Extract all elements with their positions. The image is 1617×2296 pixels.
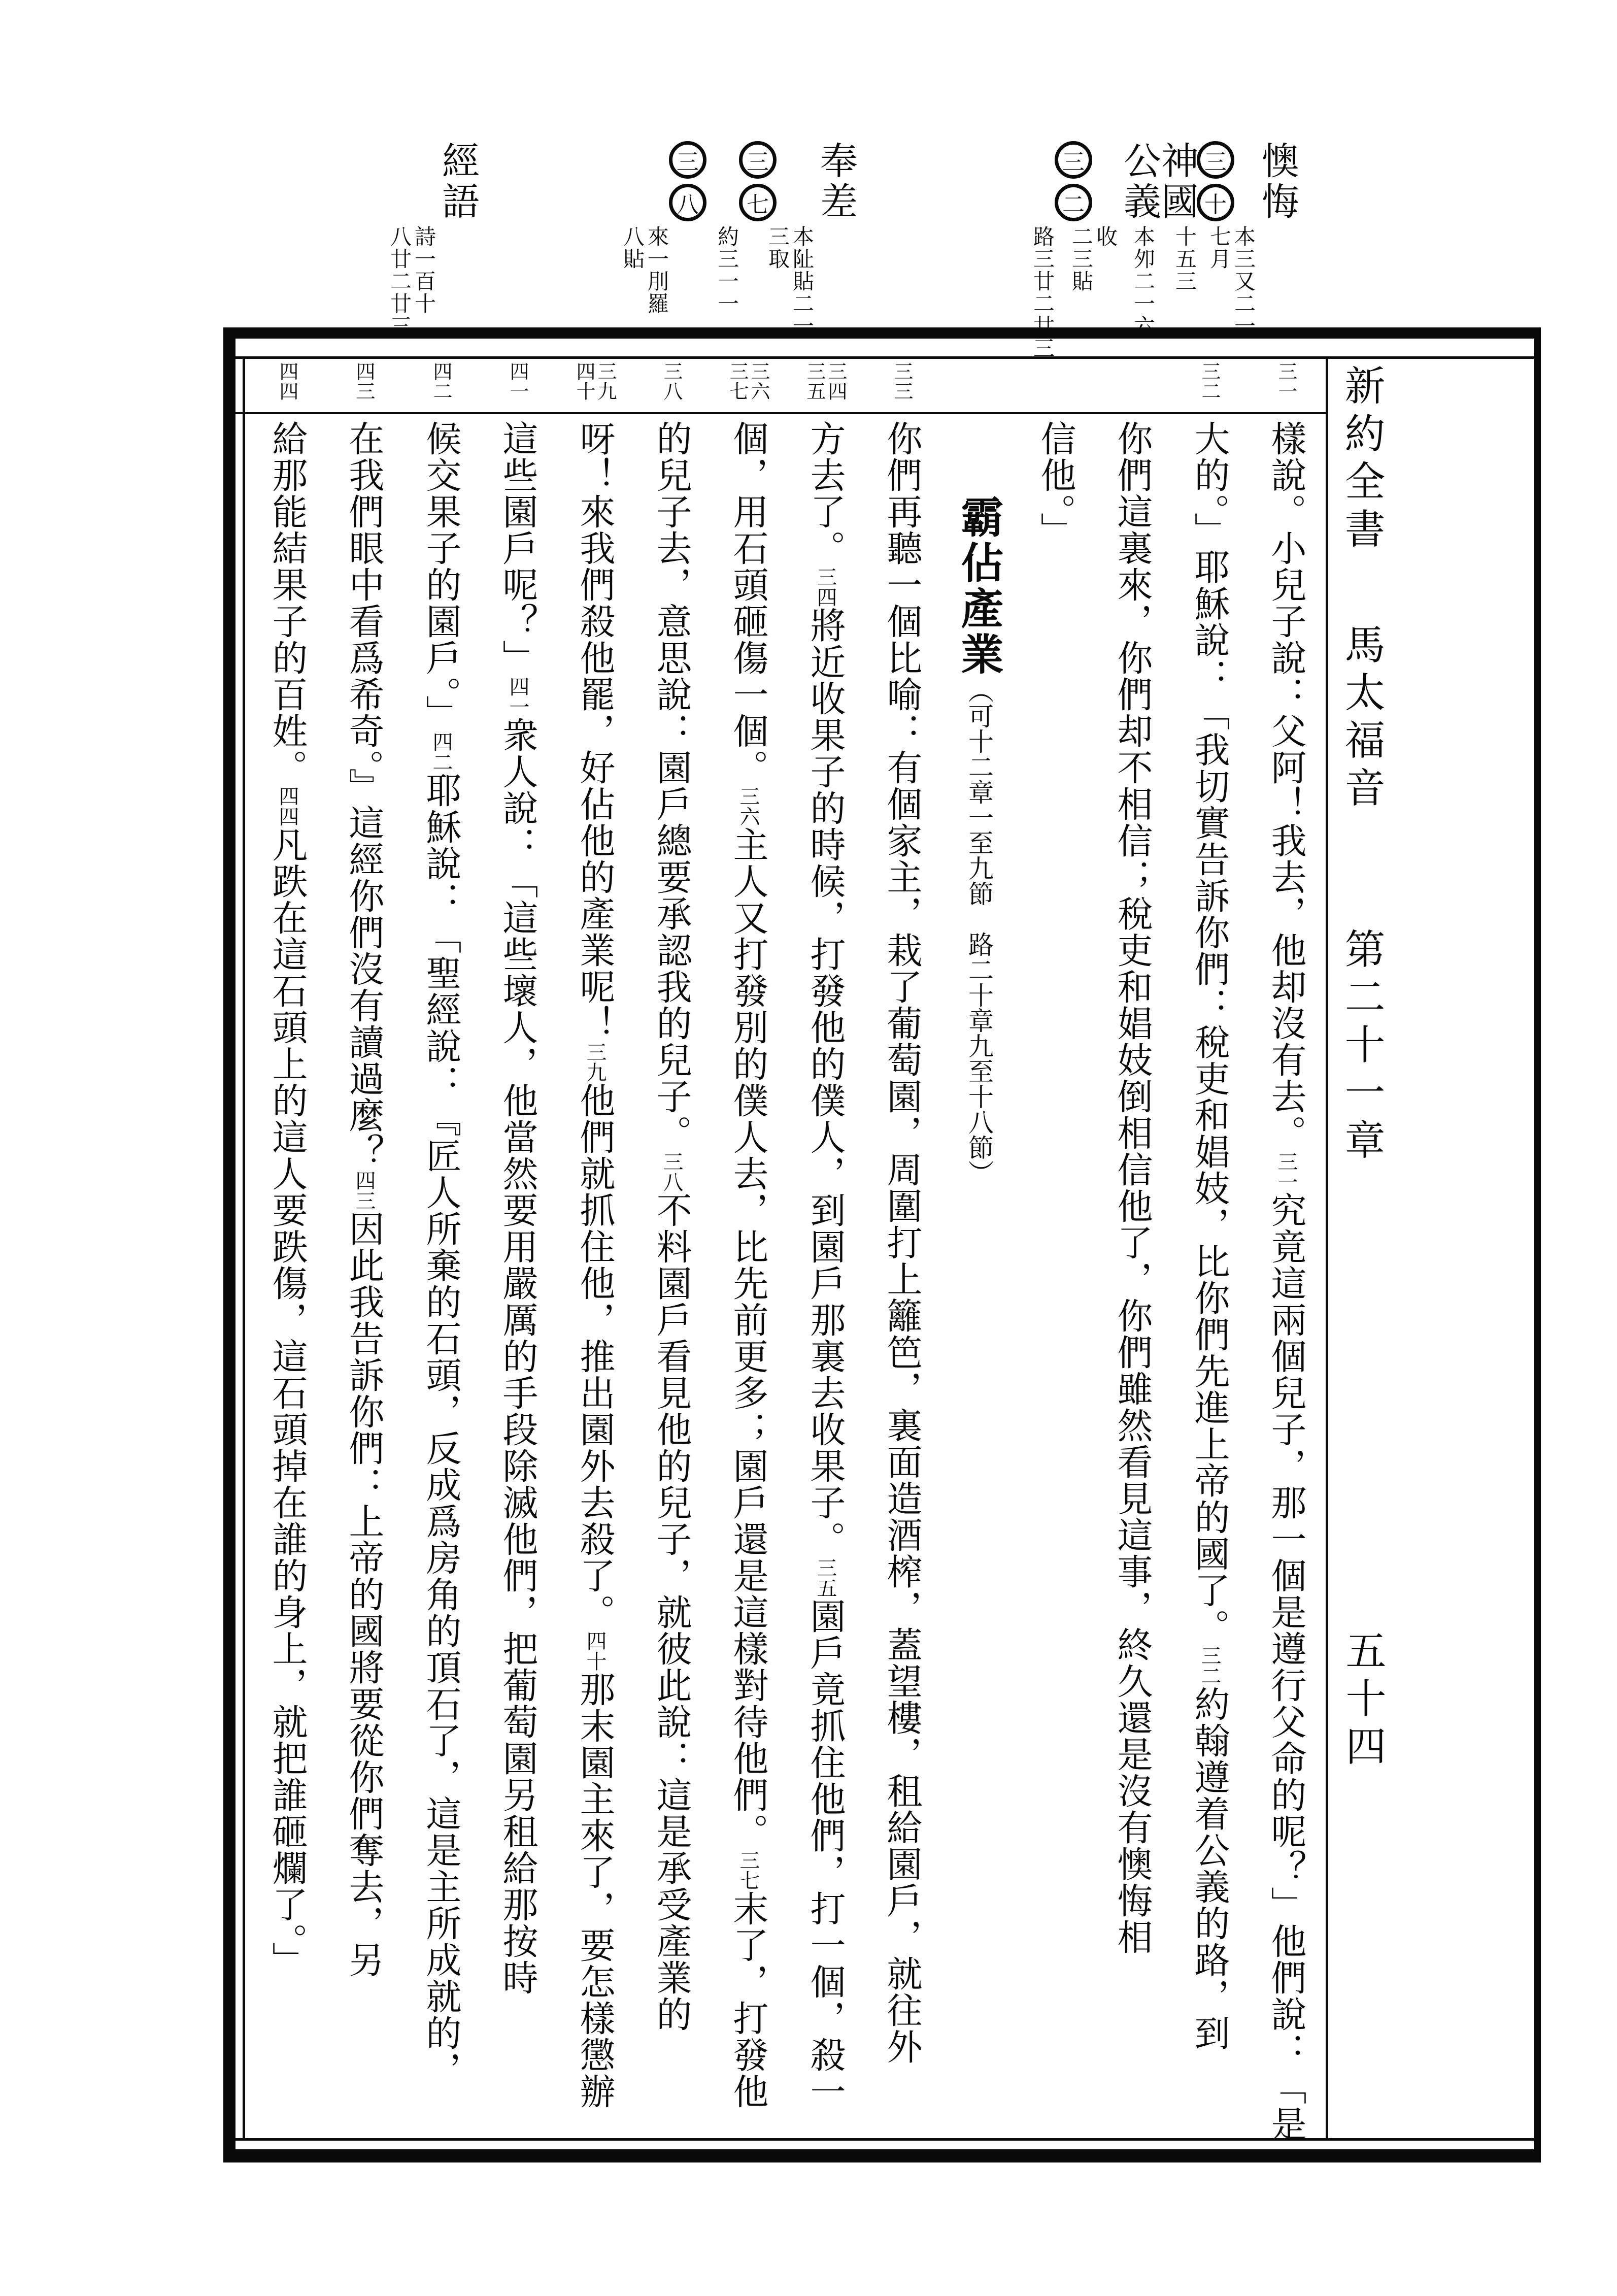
inline-verse-number: 三六 [736,786,760,826]
scripture-text: 主人又打發別的僕人去，比先前更多；園戶還是這樣對待他們。 [727,826,769,1850]
border-right-thin [1534,327,1541,2162]
scripture-text: 他們就抓住他，推出園外去殺了。 [574,1082,616,1631]
scripture-text: 的兒子去，意思說：園戶總要承認我的兒子。 [651,420,692,1151]
inline-verse-number: 三二 [1198,1645,1221,1686]
margin-reference: 詩一百十 [412,225,436,315]
margin-note-verse-circles [620,141,706,315]
margin-reference: 路三廿二廿三 [1030,225,1055,359]
margin-reference: 來一刖羅 [645,225,669,315]
text-column [633,420,710,2146]
margin-note-verse-circles [715,141,777,315]
title-column-divider [1326,356,1328,2141]
scripture-text: 因此我告訴你們：上帝的國將要從你們奪去，另 [343,1211,385,1978]
strip-verse-label [353,361,375,401]
verse-number: 四二 [430,361,452,401]
verse-number: 四三 [353,361,375,401]
margin-reference: 約三一一 [715,225,739,315]
margin-reference: 本夘二一六 [1131,225,1156,337]
circled-number: 二 [1055,184,1092,221]
circled-number: 三 [1055,141,1092,179]
verse-number: 三七 [726,361,749,401]
strip-verse-label [430,361,452,401]
scripture-text: 這些園戶呢？」 [497,420,538,676]
scripture-text: 約翰遵着公義的路，到 [1189,1686,1230,2051]
scripture-text: 候交果子的園戶。」 [420,420,462,731]
margin-topic-label: 奉差 [814,141,858,222]
margin-reference: 本阯貼二一 [790,225,815,337]
verse-strip-rule [223,412,1328,414]
inline-verse-number: 三八 [660,1151,683,1192]
border-left-thin [243,356,245,2141]
verse-number: 三一 [1275,361,1297,401]
border-bottom-heavy [223,2149,1541,2162]
inline-verse-number: 三一 [1274,1151,1298,1192]
text-column [1018,420,1094,2146]
verse-number: 三九 [594,361,617,401]
verse-number: 四四 [276,361,298,401]
strip-verse-label [1275,361,1297,401]
strip-verse-label [727,361,769,401]
inline-verse-number: 四一 [506,676,529,717]
verse-number: 三二 [1198,361,1221,401]
section-heading-title: 霸佔產業 [954,495,1004,678]
verse-number: 三四 [825,361,847,401]
scripture-text: 給那能結果子的百姓。 [266,420,308,786]
scripture-text: 大的。」耶穌說：「我切實告訴你們：稅吏和娼妓，比你們先進上帝的國了。 [1189,420,1230,1645]
margin-reference: 二三貼 [1069,225,1094,292]
margin-note-topic [765,141,858,337]
circled-number: 三 [1197,141,1234,179]
scripture-text: 在我們眼中看爲希奇。』這經你們沒有讀過麼？ [343,420,385,1170]
text-column [326,420,402,2146]
inline-verse-number: 四四 [276,786,299,826]
text-column [403,420,479,2146]
strip-verse-label [891,361,913,401]
inline-verse-number: 三七 [736,1850,760,1890]
section-heading-crossrefs: （可十二章一至九節 路二十章九至十八節） [964,678,994,1185]
scripture-text: 將近收果子的時候，打發他的僕人，到園戶那裏去收果子。 [804,607,846,1557]
strip-verse-label [1199,361,1220,401]
circled-number: 三 [739,141,777,179]
margin-reference: 本三又二一 [1231,225,1256,337]
margin-note-topic [387,141,480,337]
text-column [864,420,940,2146]
circled-verse-numbers [1197,141,1234,221]
scripture-text: 衆人說：「這些壞人，他當然要用嚴厲的手段除滅他們，把葡萄園另租給那按時 [497,717,538,1996]
text-column [557,420,633,2146]
scripture-text: 個，用石頭砸傷一個。 [727,420,769,786]
verse-number: 三六 [748,361,770,401]
inline-verse-number: 三四 [814,567,837,607]
verse-number: 三五 [803,361,826,401]
page-number: 五十四 [1339,1629,1386,1773]
margin-reference: 七月 [1207,225,1232,270]
margin-reference: 三取 [765,225,790,270]
circled-verse-numbers [669,141,706,221]
inline-verse-number: 四三 [352,1170,376,1211]
gospel-title: 馬太福音 [1338,623,1385,814]
text-column [1248,420,1324,2146]
margin-topic-label: 經語 [436,141,480,222]
text-column [249,420,325,2146]
scripture-text: 不料園戶看見他的兒子，就彼此說：這是承受產業的 [651,1192,692,2033]
scripture-text: 凡跌在這石頭上的這人要跌傷，這石頭掉在誰的身上，就把誰砸爛了。」 [266,826,308,1978]
border-left-heavy [223,327,235,2162]
verse-number: 四一 [507,361,529,401]
book-title: 新約全書 [1338,364,1385,555]
verse-number: 三三 [891,361,913,401]
scripture-text: 耶穌說：「聖經說：『匠人所棄的石頭，反成爲房角的頂石了，這是主所成就的， [420,772,462,2088]
strip-verse-label [661,361,682,401]
circled-verse-numbers [1055,141,1092,221]
margin-reference: 收 [1093,225,1118,248]
scripture-text: 呀！來我們殺他罷，好佔他的產業呢！ [574,420,616,1042]
inline-verse-number: 三九 [583,1042,607,1082]
circled-number: 十 [1197,184,1234,221]
inline-verse-number: 四十 [583,1631,607,1671]
circled-number: 三 [669,141,706,179]
border-top-thin [223,356,1541,359]
scripture-text: 方去了。 [804,420,846,567]
scripture-text: 園戶竟抓住他們，打一個，殺一 [804,1598,846,2110]
section-heading-column [941,495,1017,2221]
verse-number: 四十 [573,361,595,401]
circled-number: 七 [739,184,777,221]
text-column [480,420,556,2146]
margin-reference: 十五三 [1172,225,1197,292]
chapter-title: 第二十一章 [1338,928,1385,1167]
strip-verse-label [507,361,528,401]
text-column [710,420,786,2146]
margin-reference: 八廿二廿三 [387,225,412,337]
inline-verse-number: 三五 [814,1557,837,1598]
strip-verse-label [277,361,298,401]
inline-verse-number: 四二 [429,731,453,772]
scripture-text: 信他。」 [1035,420,1076,549]
text-column [787,420,863,2146]
scripture-text: 那末園主來了，要怎樣懲辦 [574,1671,616,2110]
margin-topic-label: 神國 [1155,141,1199,222]
scripture-text: 你們這裏來，你們却不相信；稅吏和娼妓倒相信他了，你們雖然看見這事，終久還是沒有懊悔相 [1111,420,1153,1955]
strip-verse-label [804,361,847,401]
strip-verse-label [574,361,616,401]
scripture-text: 樣說。小兒子說：父阿！我去，他却沒有去。 [1265,420,1307,1151]
scripture-text: 你們再聽一個比喻：有個家主，栽了葡萄園，周圍打上籬笆，裏面造酒榨，蓋望樓，租給園戶，就往外 [881,420,923,2065]
margin-topic-label: 懊悔 [1256,141,1299,222]
verse-number: 三八 [660,361,683,401]
scripture-text: 究竟這兩個兒子，那一個是遵行父命的呢？」他們說：「是 [1265,1192,1307,2142]
circled-number: 八 [669,184,706,221]
circled-verse-numbers [739,141,777,221]
text-column [1094,420,1170,2146]
margin-reference: 八貼 [620,225,645,270]
text-column [1171,420,1248,2146]
margin-note-verse-circles [1030,141,1092,359]
scripture-text: 末了，打發他 [727,1890,769,2110]
margin-topic-label: 公義 [1118,141,1161,222]
